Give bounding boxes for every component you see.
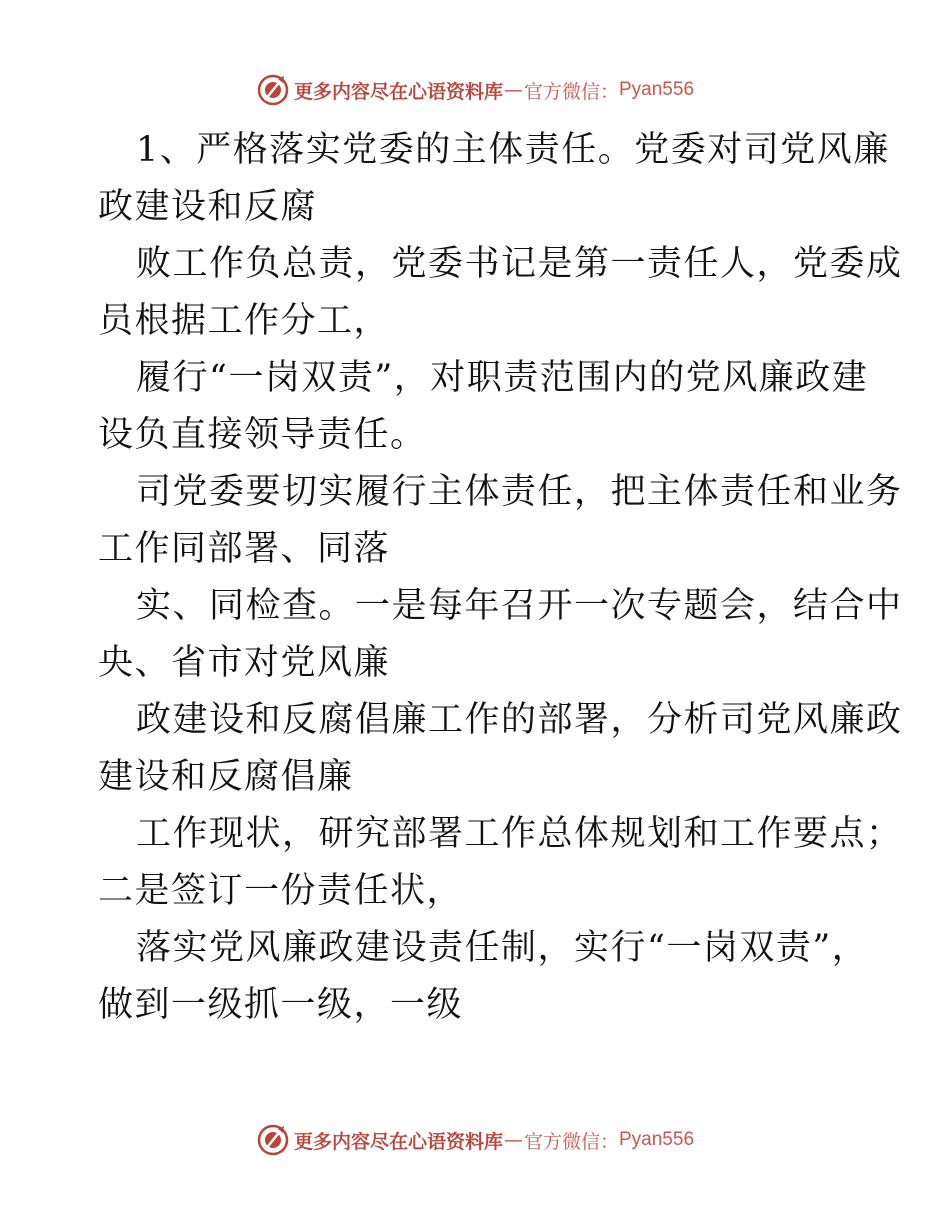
wechat-id: Pyan556: [619, 79, 695, 100]
banner-dash: —: [503, 1129, 523, 1151]
banner-dash: —: [503, 79, 523, 101]
wechat-label: 官方微信：: [523, 1130, 619, 1153]
text-line: 设负直接领导责任。: [98, 415, 427, 455]
site-name-text: 更多内容尽在心语资料库: [293, 80, 503, 103]
footer-banner: [0, 1120, 950, 1160]
text-line: 央、省市对党风廉: [98, 643, 391, 683]
text-line: 政建设和反腐: [98, 187, 318, 227]
text-line: 司党委要切实履行主体责任，把主体责任和业务: [136, 472, 903, 512]
wechat-id: Pyan556: [619, 1129, 695, 1150]
text-line: 做到一级抓一级，一级: [98, 985, 464, 1025]
site-name-text: 更多内容尽在心语资料库: [293, 1130, 503, 1153]
body-text: [98, 122, 903, 1034]
text-line: 员根据工作分工，: [98, 301, 391, 341]
text-line: 二是签订一份责任状，: [98, 871, 464, 911]
text-line: 1、严格落实党委的主体责任。党委对司党风廉: [136, 130, 890, 170]
text-line: 建设和反腐倡廉: [98, 757, 354, 797]
wechat-label: 官方微信：: [523, 80, 619, 103]
header-banner: [0, 70, 950, 110]
text-line: 实、同检查。一是每年召开一次专题会，结合中: [136, 586, 903, 626]
text-line: 工作同部署、同落: [98, 529, 391, 569]
text-line: 败工作负总责，党委书记是第一责任人，党委成: [136, 244, 903, 284]
pen-logo-icon: [256, 73, 290, 107]
text-line: 政建设和反腐倡廉工作的部署，分析司党风廉政: [136, 700, 903, 740]
text-line: 履行“一岗双责”，对职责范围内的党风廉政建: [136, 358, 869, 398]
pen-logo-icon: [256, 1123, 290, 1157]
text-line: 工作现状，研究部署工作总体规划和工作要点；: [136, 814, 903, 854]
text-line: 落实党风廉政建设责任制，实行“一岗双责”，: [136, 928, 869, 968]
